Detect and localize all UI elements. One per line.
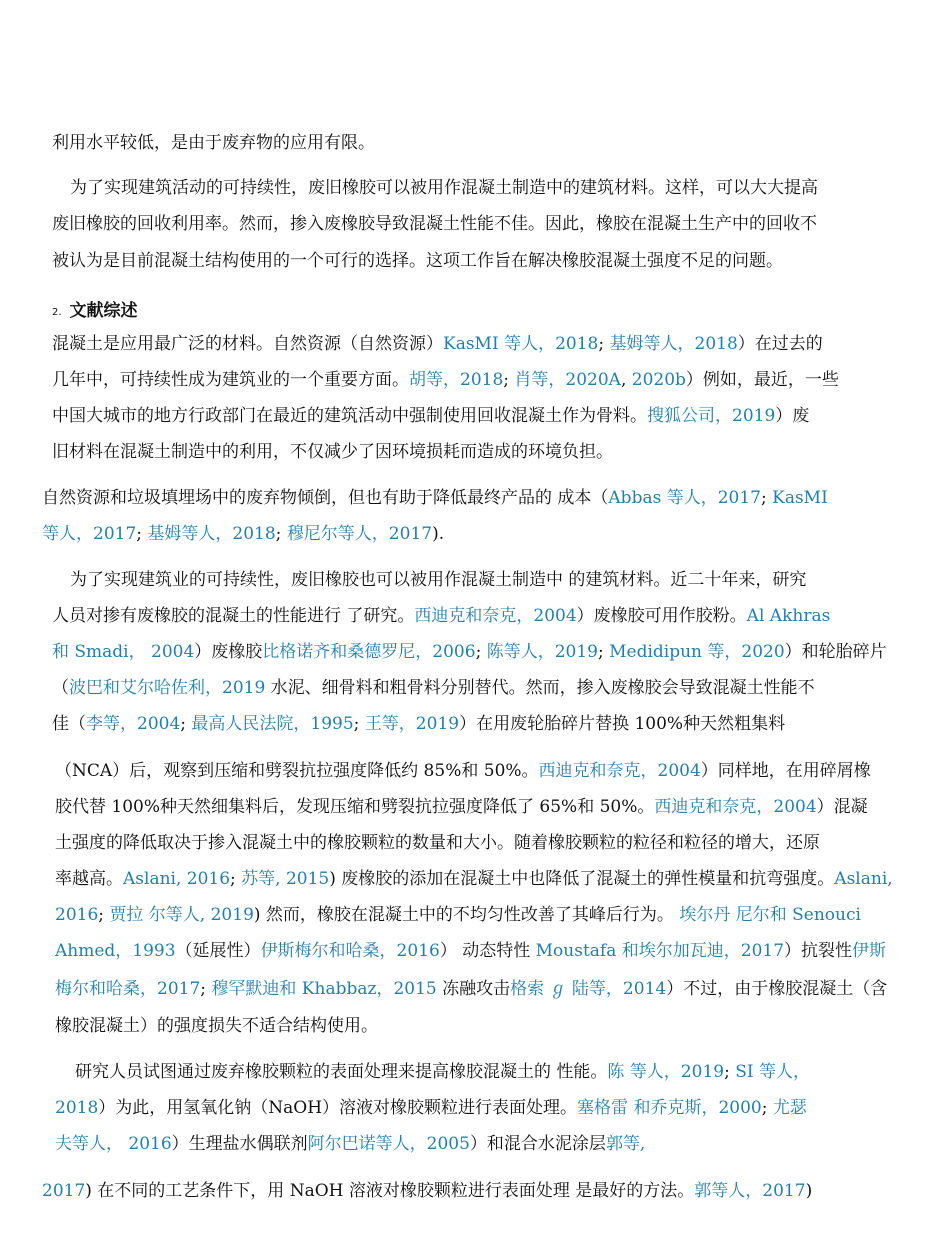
citation-link[interactable]: 陈等人，2019	[486, 642, 598, 662]
text: 被认为是目前混凝土结构使用的一个可行的选择。这项工作旨在解决橡胶混凝土强度不足的问题。	[52, 251, 783, 271]
paragraph-line	[55, 1133, 645, 1155]
text: ) 废橡胶的添加在混凝土中也降低了混凝土的弹性模量和抗弯强度。	[329, 869, 835, 889]
citation-link[interactable]: 波巴和艾尔哈佐利，2019	[69, 678, 266, 698]
text: ;	[724, 1062, 736, 1082]
citation-link[interactable]: 胡等，2018	[409, 370, 504, 390]
text: 冻融攻击	[436, 979, 511, 999]
paragraph-line	[52, 405, 809, 427]
citation-link[interactable]: 肖等，2020A	[514, 370, 621, 390]
citation-link[interactable]: 西迪克和奈克，2004	[414, 606, 577, 626]
text: ;	[598, 334, 610, 354]
text: 废旧橡胶的回收利用率。然而，掺入废橡胶导致混凝土性能不佳。因此，橡胶在混凝土生产中的回收不	[52, 214, 817, 234]
paragraph-line	[55, 832, 820, 854]
text: 佳（	[52, 714, 86, 734]
citation-link[interactable]: Ahmed，1993	[55, 941, 176, 961]
citation-link[interactable]: 和 Smadi， 2004	[52, 642, 195, 662]
citation-link[interactable]: 2016	[55, 905, 99, 925]
text: ）废橡胶	[194, 642, 263, 662]
citation-link[interactable]: 2020b	[631, 370, 686, 390]
text: ;	[180, 714, 192, 734]
text: ）例如，最近，一些	[685, 370, 839, 390]
citation-link[interactable]: 2017	[42, 1181, 86, 1201]
paragraph-line	[52, 441, 613, 463]
citation-link[interactable]: Medidipun 等，2020	[609, 642, 785, 662]
text: 橡胶混凝土）的强度损失不适合结构使用。	[55, 1016, 378, 1036]
citation-link[interactable]: Al Akhras	[746, 606, 831, 626]
text: 为了实现建筑业的可持续性，废旧橡胶也可以被用作混凝土制造中 的建筑材料。近二十年来，研究	[70, 570, 807, 590]
citation-link[interactable]: 苏等, 2015	[241, 869, 330, 889]
citation-link[interactable]: 塞格雷 和乔克斯，2000	[577, 1098, 762, 1118]
text: （延展性）	[175, 941, 261, 961]
paragraph-line	[55, 1097, 807, 1119]
text: 混凝土是应用最广泛的材料。自然资源（自然资源）	[52, 334, 443, 354]
text: ) 然而，橡胶在混凝土中的不均匀性改善了其峰后行为。	[253, 905, 680, 925]
text: ）在用废轮胎碎片替换 100%种天然粗集料	[459, 714, 786, 734]
text: ）废	[775, 406, 810, 426]
paragraph-line	[52, 605, 830, 627]
text: 几年中，可持续性成为建筑业的一个重要方面。	[52, 370, 409, 390]
text: ;	[275, 524, 287, 544]
text: ）抗裂性	[784, 941, 853, 961]
citation-link[interactable]: 伊斯	[852, 941, 887, 961]
text: ;	[98, 905, 110, 925]
paragraph-line	[55, 940, 886, 962]
citation-link[interactable]: 王等，2019	[364, 714, 460, 734]
paragraph-line	[42, 523, 444, 545]
text: ）混凝	[816, 797, 868, 817]
citation-link[interactable]: Abbas 等人，2017	[608, 488, 761, 508]
text: ;	[761, 1098, 773, 1118]
text: ）和混合水泥涂层	[469, 1134, 606, 1154]
text: ;	[475, 642, 487, 662]
paragraph-line	[55, 796, 868, 818]
citation-link[interactable]: 阿尔巴诺等人，2005	[307, 1134, 470, 1154]
citation-link[interactable]: 最高人民法院，1995	[191, 714, 354, 734]
paragraph-line	[52, 677, 815, 699]
citation-link[interactable]: 西迪克和奈克，2004	[654, 797, 817, 817]
citation-link[interactable]: 穆尼尔等人，2017	[286, 524, 433, 544]
text: 胶代替 100%种天然细集料后，发现压缩和劈裂抗拉强度降低了 65%和 50%。	[55, 797, 655, 817]
section-heading	[52, 296, 138, 321]
text: ）在过去的	[737, 334, 823, 354]
citation-link[interactable]: 尤瑟	[772, 1098, 807, 1118]
citation-link[interactable]: 郭等人，2017	[694, 1181, 806, 1201]
text: ;	[230, 869, 242, 889]
text: ;	[597, 642, 610, 662]
text: （NCA）后，观察到压缩和劈裂抗拉强度降低约 85%和 50%。	[55, 761, 539, 781]
paragraph-line	[70, 569, 806, 591]
citation-link[interactable]: Aslani,	[834, 869, 893, 889]
citation-link[interactable]: 夫等人， 2016	[55, 1134, 172, 1154]
paragraph-line	[55, 760, 871, 782]
paragraph-line	[55, 868, 893, 890]
text: ）和轮胎碎片	[784, 642, 887, 662]
section-number: 2.	[52, 307, 62, 318]
citation-link[interactable]: Moustafa 和埃尔加瓦迪，2017	[535, 941, 785, 961]
text: 中国大城市的地方行政部门在最近的建筑活动中强制使用回收混凝土作为骨料。	[52, 406, 647, 426]
text: ）生理盐水偶联剂	[171, 1134, 308, 1154]
paragraph-line	[70, 177, 818, 199]
paragraph-line	[52, 333, 823, 355]
paragraph-line	[55, 978, 887, 1000]
paragraph-line	[52, 132, 375, 154]
text: ） 动态特性	[439, 941, 536, 961]
citation-link[interactable]: 基姆等人，2018	[609, 334, 738, 354]
citation-link[interactable]: 陈 等人，2019	[607, 1062, 725, 1082]
paragraph-line	[75, 1061, 810, 1083]
citation-link[interactable]: 贾拉 尔等人, 2019	[109, 905, 254, 925]
citation-link[interactable]: 搜狐公司，2019	[647, 406, 776, 426]
citation-link[interactable]: 埃尔丹 尼尔和 Senouci	[679, 905, 861, 925]
citation-link[interactable]: 李等，2004	[86, 714, 181, 734]
paragraph-line	[52, 641, 887, 663]
citation-link[interactable]: KasMI	[772, 488, 828, 508]
text: 率越高。	[55, 869, 123, 889]
text: 人员对掺有废橡胶的混凝土的性能进行 了研究。	[52, 606, 415, 626]
citation-link[interactable]: 梅尔和哈桑，2017	[55, 979, 201, 999]
text: 旧材料在混凝土制造中的利用，不仅减少了因环境损耗而造成的环境负担。	[52, 442, 613, 462]
text: 自然资源和垃圾填埋场中的废弃物倾倒，但也有助于降低最终产品的 成本（	[42, 488, 609, 508]
paragraph-line	[42, 1180, 812, 1202]
paragraph-line	[52, 250, 783, 272]
text: 研究人员试图通过废弃橡胶颗粒的表面处理来提高橡胶混凝土的 性能。	[75, 1062, 608, 1082]
citation-link[interactable]: Aslani, 2016	[123, 869, 231, 889]
text: )	[805, 1181, 813, 1201]
citation-link[interactable]: 郭等,	[605, 1134, 646, 1154]
paragraph-line	[42, 487, 828, 509]
text: （	[52, 678, 69, 698]
text: ;	[760, 488, 773, 508]
citation-link[interactable]: 2018	[55, 1098, 99, 1118]
text: 为了实现建筑活动的可持续性，废旧橡胶可以被用作混凝土制造中的建筑材料。这样，可以大大提高	[70, 178, 818, 198]
citation-link[interactable]: 穆罕默迪和 Khabbaz，2015	[211, 979, 437, 999]
paragraph-line	[52, 713, 785, 735]
text: ;	[136, 524, 148, 544]
text: 土强度的降低取决于掺入混凝土中的橡胶颗粒的数量和大小。随着橡胶颗粒的粒径和粒径的增大，还原	[55, 833, 820, 853]
citation-link[interactable]: 伊斯梅尔和哈桑，2016	[260, 941, 440, 961]
text: ）同样地，在用碎屑橡	[700, 761, 871, 781]
citation-link[interactable]: 比格诺齐和桑德罗尼，2006	[262, 642, 476, 662]
citation-link[interactable]: 西迪克和奈克，2004	[538, 761, 701, 781]
section-title: 文献综述	[69, 301, 138, 321]
text: ;	[353, 714, 365, 734]
text: ）不过，由于橡胶混凝土（含	[666, 979, 888, 999]
text: ).	[432, 524, 445, 544]
citation-link[interactable]: KasMI 等人，2018	[443, 334, 599, 354]
paragraph-line	[55, 1015, 378, 1037]
text: ）为此，用氢氧化钠（NaOH）溶液对橡胶颗粒进行表面处理。	[98, 1098, 578, 1118]
citation-link[interactable]: 基姆等人，2018	[147, 524, 276, 544]
text: ;	[200, 979, 212, 999]
text: ) 在不同的工艺条件下，用 NaOH 溶液对橡胶颗粒进行表面处理 是最好的方法。	[85, 1181, 695, 1201]
paragraph-line	[55, 904, 861, 926]
text: 水泥、细骨料和粗骨料分别替代。然而，掺入废橡胶会导致混凝土性能不	[265, 678, 815, 698]
text: 利用水平较低，是由于废弃物的应用有限。	[52, 133, 375, 153]
text: ）废橡胶可用作胶粉。	[576, 606, 747, 626]
text: ,	[620, 370, 632, 390]
citation-link[interactable]: SI 等人，	[735, 1062, 810, 1082]
text: ;	[503, 370, 515, 390]
citation-link[interactable]: 格索 ℊ 陆等，2014	[510, 979, 667, 999]
paragraph-line	[52, 213, 817, 235]
citation-link[interactable]: 等人，2017	[42, 524, 137, 544]
paragraph-line	[52, 369, 839, 391]
